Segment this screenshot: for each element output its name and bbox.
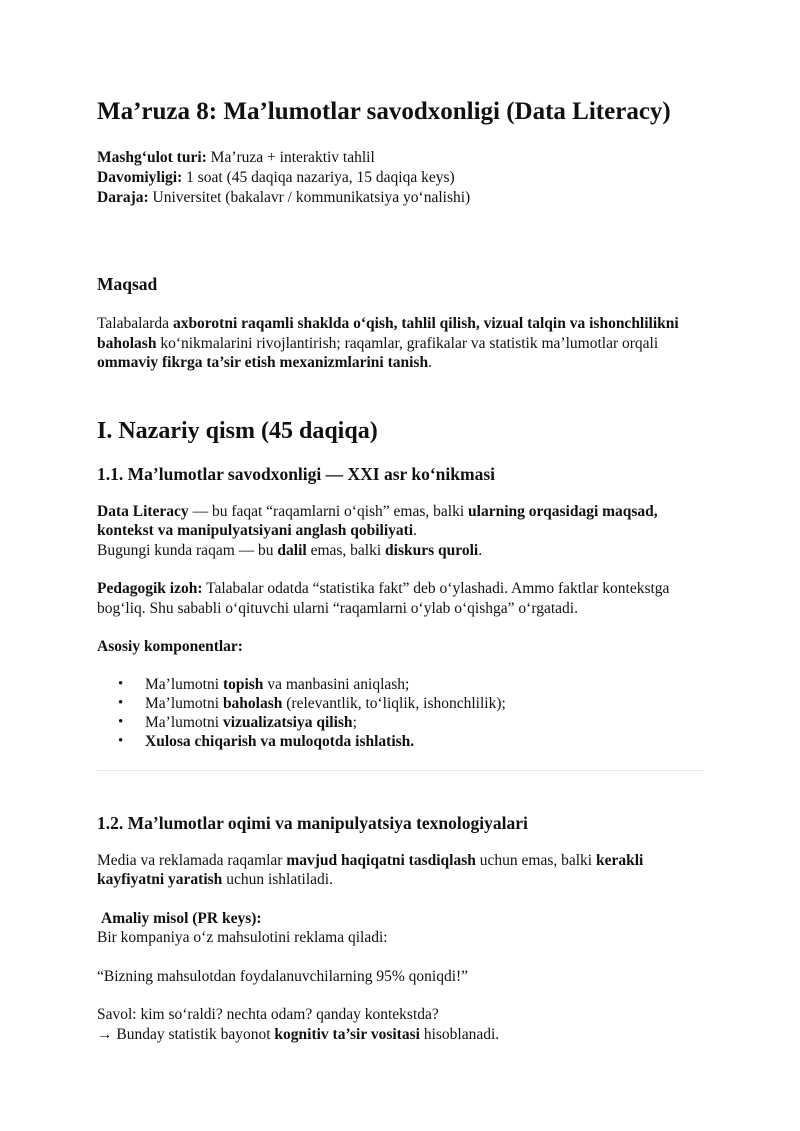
example-quote: “Bizning mahsulotdan foydalanuvchilarning 95% qoniqdi!” xyxy=(97,967,469,985)
definition-text-2: . xyxy=(413,522,417,539)
list-item-text: ; xyxy=(352,713,357,731)
meta-level-value: Universitet (bakalavr / kommunikatsiya yo‘nalishi) xyxy=(148,189,471,206)
document-content xyxy=(97,96,704,1044)
goal-bold-2: ommaviy fikrga ta’sir etish mexanizmlarini tanish xyxy=(97,354,429,371)
section-divider xyxy=(97,770,704,771)
meta-duration-value: 1 soat (45 daqiqa nazariya, 15 daqiqa keys) xyxy=(182,169,455,186)
media-numbers-paragraph xyxy=(97,851,704,890)
list-item xyxy=(97,713,704,732)
list-item-text: Ma’lumotni xyxy=(145,675,223,693)
goal-bold-1: axborotni raqamli shaklda o‘qish, tahlil qilish, vizual talqin va ishonchlilikni baholash xyxy=(97,315,679,352)
weapon-bold-1: dalil xyxy=(277,541,307,559)
components-heading xyxy=(97,637,704,657)
section-1-1-heading: 1.1. Ma’lumotlar savodxonligi — XXI asr ko‘nikmasi xyxy=(97,463,496,484)
media-text-1: Media va reklamada raqamlar xyxy=(97,851,287,869)
goal-heading: Maqsad xyxy=(97,274,158,294)
media-bold-2: kerakli kayfiyatni yaratish xyxy=(97,851,644,888)
example-label-text: Amaliy misol (PR keys): xyxy=(101,909,262,927)
example-text: Bir kompaniya o‘z mahsulotini reklama qiladi: xyxy=(97,929,388,946)
list-item-bold: Xulosa chiqarish va muloqotda ishlatish. xyxy=(145,732,415,750)
weapon-bold-2: diskurs quroli xyxy=(385,541,479,559)
pedagogical-note-label: Pedagogik izoh: xyxy=(97,580,203,597)
list-item xyxy=(97,732,704,751)
meta-type-row xyxy=(97,148,704,168)
media-text-2: uchun emas, balki xyxy=(475,851,596,869)
media-bold-1: mavjud haqiqatni tasdiqlash xyxy=(286,851,476,869)
list-item-bold: vizualizatsiya qilish xyxy=(222,713,353,731)
part1-heading: I. Nazariy qism (45 daqiqa) xyxy=(97,417,378,444)
weapon-text-2: emas, balki xyxy=(306,541,386,559)
meta-level-row xyxy=(97,188,704,208)
media-text-3: uchun ishlatiladi. xyxy=(222,871,333,888)
conclusion-text-1: → Bunday statistik bayonot xyxy=(97,1025,275,1043)
conclusion-bold: kognitiv ta’sir vositasi xyxy=(274,1025,420,1043)
meta-type-label: Mashg‘ulot turi: xyxy=(97,149,207,166)
goal-text-2: ko‘nikmalarini rivojlantirish; raqamlar, grafikalar va statistik ma’lumotlar orqali xyxy=(156,334,659,352)
list-item-text: va manbasini aniqlash; xyxy=(263,675,410,693)
example-label xyxy=(97,909,704,929)
goal-text-1: Talabalarda xyxy=(97,315,173,332)
list-item-text: Ma’lumotni xyxy=(145,694,223,712)
list-item-text: (relevantlik, to‘liqlik, ishonchlilik); xyxy=(282,694,506,712)
goal-text-3: . xyxy=(428,354,432,371)
data-literacy-definition xyxy=(97,502,704,541)
list-item xyxy=(97,675,704,694)
list-item-text: Ma’lumotni xyxy=(145,713,223,731)
components-heading-text: Asosiy komponentlar: xyxy=(97,638,243,655)
goal-paragraph xyxy=(97,314,704,373)
weapon-text-1: Bugungi kunda raqam — bu xyxy=(97,541,278,559)
weapon-text-3: . xyxy=(478,541,483,559)
definition-term: Data Literacy xyxy=(97,502,189,520)
lesson-meta xyxy=(97,148,704,208)
meta-duration-row xyxy=(97,168,704,188)
section-1-2-heading: 1.2. Ma’lumotlar oqimi va manipulyatsiya texnologiyalari xyxy=(97,812,528,833)
list-item-bold: baholash xyxy=(222,694,283,712)
example-question: Savol: kim so‘raldi? nechta odam? qanday kontekstda? xyxy=(97,1006,439,1023)
meta-duration-label: Davomiyligi: xyxy=(97,169,183,186)
definition-text-1: — bu faqat “raqamlarni o‘qish” emas, balki xyxy=(188,502,469,520)
list-item xyxy=(97,694,704,713)
pedagogical-note xyxy=(97,579,704,618)
example-conclusion xyxy=(97,1025,704,1045)
meta-type-value: Ma’ruza + interaktiv tahlil xyxy=(206,149,375,166)
page-title: Ma’ruza 8: Ma’lumotlar savodxonligi (Data Literacy) xyxy=(97,98,671,125)
definition-bold: ularning orqasidagi maqsad, kontekst va manipulyatsiyani anglash qobiliyati xyxy=(97,502,658,539)
conclusion-text-2: hisoblanadi. xyxy=(419,1025,500,1043)
pedagogical-note-text: Talabalar odatda “statistika fakt” deb o‘ylashadi. Ammo faktlar kontekstga bog‘liq. Shu sababli o‘qituvchi ularni “raqamlarni o‘ylab o‘qishga” o‘rgatadi. xyxy=(97,580,670,617)
list-item-bold: topish xyxy=(222,675,264,693)
components-list xyxy=(97,675,704,751)
meta-level-label: Daraja: xyxy=(97,189,149,206)
number-as-weapon-line xyxy=(97,541,704,561)
